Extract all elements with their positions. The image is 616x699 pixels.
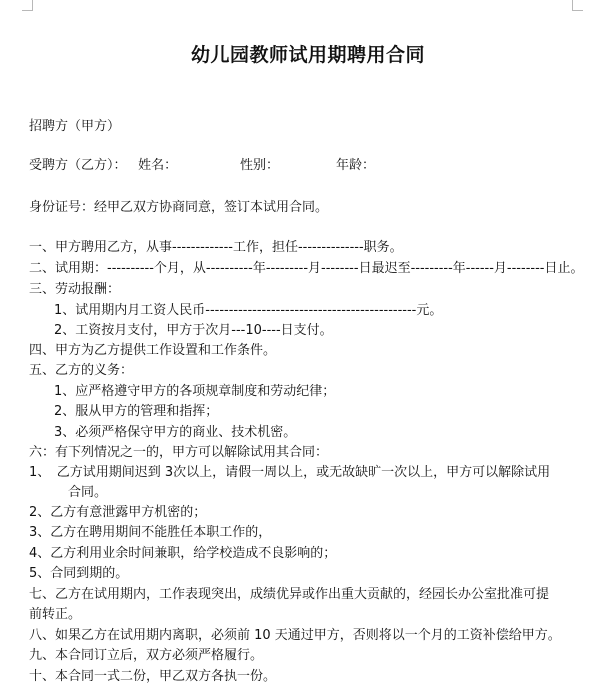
party-b-label: 受聘方（乙方）： xyxy=(29,158,127,173)
sub-clause-line: 2、工资按月支付，甲方于次月---10----日支付。 xyxy=(54,323,333,338)
gender-label: 性别： xyxy=(240,158,280,173)
sub-clause-line: 3、必须严格保守甲方的商业、技术机密。 xyxy=(54,425,297,440)
name-label: 姓名： xyxy=(138,158,178,173)
sub-clause-line: 2、服从甲方的管理和指挥； xyxy=(54,404,219,419)
clause-continuation: 合同。 xyxy=(68,485,108,500)
id-line: 身份证号：经甲乙双方协商同意，签订本试用合同。 xyxy=(29,200,329,215)
sub-clause-line: 1、试用期内月工资人民币---------------------------------------------元。 xyxy=(54,303,443,318)
clause-line: 七、乙方在试用期内，工作表现突出，成绩优异或作出重大贡献的，经园长办公室批准可提 xyxy=(29,587,550,602)
clause-line: 3、乙方在聘用期间不能胜任本职工作的， xyxy=(29,525,272,540)
age-label: 年龄： xyxy=(336,158,376,173)
document-title: 幼儿园教师试用期聘用合同 xyxy=(190,44,425,66)
party-a-line: 招聘方（甲方） xyxy=(29,119,121,134)
sub-clause-line: 1、应严格遵守甲方的各项规章制度和劳动纪律； xyxy=(54,384,336,399)
party-b-line xyxy=(29,156,376,176)
clause-line: 二、试用期：----------个月，从----------年---------月--------日最迟至---------年------月--------日止。 xyxy=(29,261,584,276)
clause-line: 5、合同到期的。 xyxy=(29,566,129,581)
clause-line: 一、甲方聘用乙方，从事-------------工作，担任--------------职务。 xyxy=(29,240,403,255)
clause-line: 五、乙方的义务： xyxy=(29,363,134,378)
clause-line: 十、本合同一式二份，甲乙双方各执一份。 xyxy=(29,669,277,684)
page-corner-mark xyxy=(22,0,33,11)
clause-line: 六：有下列情况之一的，甲方可以解除试用其合同： xyxy=(29,445,329,460)
clause-line: 八、如果乙方在试用期内离职，必须前 10 天通过甲方，否则将以一个月的工资补偿给甲方。 xyxy=(29,628,561,643)
clause-line: 四、甲方为乙方提供工作设置和工作条件。 xyxy=(29,343,277,358)
clause-line: 2、乙方有意泄露甲方机密的； xyxy=(29,505,207,520)
clause-line: 九、本合同订立后，双方必须严格履行。 xyxy=(29,648,264,663)
clause-line: 1、 乙方试用期间迟到 3次以上，请假一周以上，或无故缺旷一次以上，甲方可以解除试用 xyxy=(29,465,551,480)
clause-line: 4、乙方利用业余时间兼职，给学校造成不良影响的； xyxy=(29,546,337,561)
clause-continuation: 前转正。 xyxy=(29,607,82,622)
page-corner-mark xyxy=(572,0,583,11)
clause-line: 三、劳动报酬： xyxy=(29,282,121,297)
